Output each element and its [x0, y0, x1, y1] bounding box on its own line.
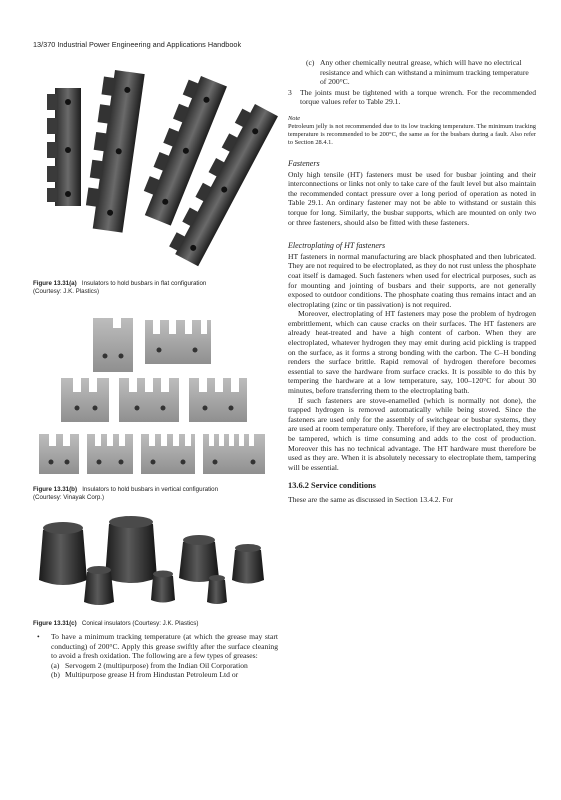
figure-courtesy-a: (Courtesy: J.K. Plastics) — [33, 287, 100, 295]
grease-requirements-text — [33, 632, 278, 680]
list-item — [306, 58, 536, 87]
list-item — [51, 670, 278, 680]
list-marker: (a) — [51, 660, 60, 670]
list-marker: (b) — [51, 670, 60, 680]
figure-label-b: Figure 13.31(b) — [33, 486, 78, 493]
note-label: Note — [288, 114, 301, 122]
figure-caption-text-c: Conical insulators (Courtesy: J.K. Plastics) — [81, 620, 199, 627]
item-number: 3 — [288, 87, 292, 97]
figure-caption-b — [33, 486, 278, 501]
list-text: Multipurpose grease H from Hindustan Petroleum Ltd or — [65, 670, 239, 680]
figure-13-31b — [33, 316, 278, 501]
running-head: 13/370 Industrial Power Engineering and Applications Handbook — [33, 40, 242, 49]
figure-13-31c — [33, 510, 278, 627]
bullet-marker: • — [37, 632, 40, 641]
figure-label-c: Figure 13.31(c) — [33, 620, 77, 627]
note-block — [288, 115, 536, 147]
grease-list — [33, 661, 278, 680]
electroplating-paragraph-1: HT fasteners in normal manufacturing are black phosphated and then lubricated. They are not required to be electroplated, as they do not rust unless the phosphate coat itself is damaged. Such fasteners when used for electrical purposes, such as for mounting and jointing of busbars and their supports, are not generally exposed to outdoor conditions. The phosphate coating thus remains intact and an electroplating (zinc or tin passivation) is not required. — [288, 251, 536, 309]
electroplating-heading: Electroplating of HT fasteners — [288, 241, 386, 251]
figure-caption-text-a: Insulators to hold busbars in flat configuration — [81, 280, 207, 287]
figure-caption-text-b: Insulators to hold busbars in vertical configuration — [82, 486, 219, 493]
list-marker: (c) — [306, 58, 315, 67]
figure-courtesy-b: (Courtesy: Vinayak Corp.) — [33, 493, 105, 501]
figure-caption-c — [33, 620, 278, 628]
right-column — [288, 58, 536, 505]
continued-list — [288, 58, 536, 87]
note-text: Petroleum jelly is not recommended due to its low tracking temperature. The minimum tracking temperature is recommended to be 200°C, the same as for the busbars during a fault. Also refer to Section 28.4.1. — [288, 122, 536, 146]
bullet-paragraph: To have a minimum tracking temperature (at which the grease may start conducting) of 200°C. Apply this grease swiftly after the surface cleaning to avoid a fresh oxidation. The following are a few types of greases: — [51, 632, 278, 661]
electroplating-paragraph-2: Moreover, electroplating of HT fasteners may pose the problem of hydrogen embrittlement, which can cause cracks on their surfaces. The HT fasteners are already heat-treated and have a high content of carbon. When they are electroplated, whatever hydrogen they may emit during acid pickling is trapped on the surface, as it forms a strong bonding with the carbon. The C–H bonding renders the surface brittle. Rapid removal of hydrogen therefore becomes essential to save the hardware from surface cracks. It is possible to do this by tempering the hardware at a low temperature, say, 100–120°C for about 30 minutes, before transferring them to the electroplating bath. — [288, 309, 536, 396]
flat-busbar-insulators-photo — [33, 58, 278, 276]
conical-insulators-photo — [33, 510, 278, 620]
figure-13-31a — [33, 58, 278, 295]
section-heading-13-6-2: 13.6.2 Service conditions — [288, 481, 376, 491]
list-item — [51, 661, 278, 671]
fasteners-paragraph: Only high tensile (HT) fasteners must be used for busbar jointing and their interconnections or links not only to take care of the fault level but also maintain the recommended contact pressure over a long period of operation as noted in Table 29.1. An ordinary fastener may not be able to withstand or sustain this torque for long. Similarly, the busbar supports, which are mounted on only two or three fasteners, should also be fitted with these fasteners. — [288, 169, 536, 227]
figure-label-a: Figure 13.31(a) — [33, 280, 77, 287]
item-3-text: The joints must be tightened with a torque wrench. For the recommended torque values refer to Table 29.1. — [300, 87, 536, 107]
list-text: Servogem 2 (multipurpose) from the Indian Oil Corporation — [65, 660, 248, 670]
electroplating-paragraph-3: If such fasteners are stove-enamelled (which is normally not done), the trapped hydrogen is removed automatically while being stoved. Since the fasteners are used only for the assembly of switchgear or busbar systems, they are used at room temperature only. Therefore, if they are electroplated, they must be tampered, which is time consuming and adds to the cost of production. Moreover this has no technical advantage. The HT hardware must therefore be used as they are. When it is absolutely necessary to electroplate them, tampering will be essential. — [288, 395, 536, 472]
left-column — [33, 58, 278, 680]
fasteners-heading: Fasteners — [288, 158, 320, 168]
figure-caption-a — [33, 280, 278, 295]
vertical-busbar-insulators-photo — [33, 316, 278, 484]
numbered-item-3 — [288, 88, 536, 107]
list-text: Any other chemically neutral grease, which will have no electrical resistance and which can withstand a minimum tracking temperature of 200°C. — [320, 58, 529, 87]
service-conditions-paragraph: These are the same as discussed in Section 13.4.2. For — [288, 494, 453, 504]
